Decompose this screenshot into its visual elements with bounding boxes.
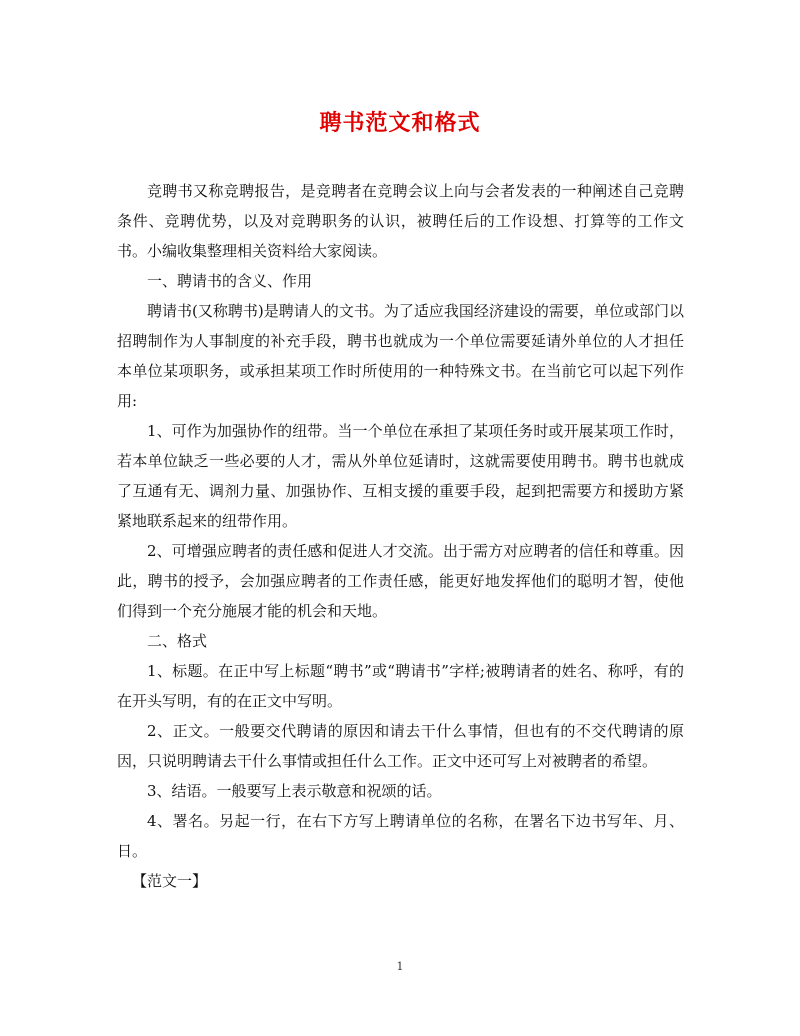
document-title: 聘书范文和格式 [319, 110, 481, 136]
paragraph-format-1: 1、标题。在正中写上标题“聘书”或“聘请书”字样;被聘请者的姓名、称呼，有的在开头写明，有的在正文中写明。 [117, 662, 684, 710]
section-heading-2: 二、格式 [147, 632, 208, 650]
section-label: 【范文一】 [132, 872, 208, 890]
section-heading-1: 一、聘请书的含义、作用 [147, 272, 313, 290]
paragraph-point-2: 2、可增强应聘者的责任感和促进人才交流。出于需方对应聘者的信任和尊重。因此，聘书的授予，会加强应聘者的工作责任感，能更好地发挥他们的聪明才智，使他们得到一个充分施展才能的机会和天地。 [117, 542, 684, 620]
paragraph-format-3: 3、结语。一般要写上表示敬意和祝颂的话。 [147, 782, 442, 800]
paragraph-format-2: 2、正文。一般要交代聘请的原因和请去干什么事情，但也有的不交代聘请的原因，只说明聘请去干什么事情或担任什么工作。正文中还可写上对被聘者的希望。 [117, 722, 684, 770]
page-number: 1 [396, 960, 404, 973]
paragraph-point-1: 1、可作为加强协作的纽带。当一个单位在承担了某项任务时或开展某项工作时，若本单位缺乏一些必要的人才，需从外单位延请时，这就需要使用聘书。聘书也就成了互通有无、调剂力量、加强协作、互相支援的重要手段，起到把需要方和援助方紧紧地联系起来的纽带作用。 [117, 422, 684, 530]
document-body [117, 176, 684, 896]
paragraph-definition: 聘请书(又称聘书)是聘请人的文书。为了适应我国经济建设的需要，单位或部门以招聘制作为人事制度的补充手段，聘书也就成为一个单位需要延请外单位的人才担任本单位某项职务，或承担某项工作时所使用的一种特殊文书。在当前它可以起下列作用: [117, 302, 684, 410]
paragraph-format-4: 4、署名。另起一行，在右下方写上聘请单位的名称，在署名下边书写年、月、日。 [117, 812, 684, 860]
intro-paragraph: 竞聘书又称竞聘报告，是竞聘者在竞聘会议上向与会者发表的一种阐述自己竞聘条件、竞聘优势，以及对竞聘职务的认识，被聘任后的工作设想、打算等的工作文书。小编收集整理相关资料给大家阅读。 [117, 182, 684, 260]
